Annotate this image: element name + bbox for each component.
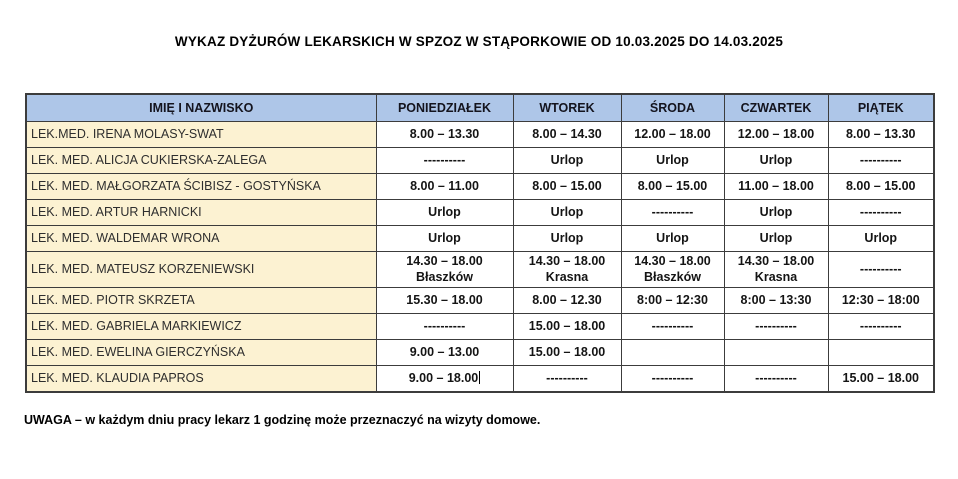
schedule-cell: 15.00 – 18.00 [513, 339, 621, 365]
schedule-cell: 8.00 – 14.30 [513, 122, 621, 148]
column-header-1: PONIEDZIAŁEK [376, 94, 513, 122]
schedule-cell: Urlop [376, 226, 513, 252]
schedule-cell: 15.00 – 18.00 [828, 365, 934, 392]
schedule-cell: 8.00 – 13.30 [376, 122, 513, 148]
table-row [26, 313, 934, 339]
doctor-name-cell: LEK. MED. PIOTR SKRZETA [26, 287, 376, 313]
schedule-cell [828, 339, 934, 365]
schedule-cell: 12:30 – 18:00 [828, 287, 934, 313]
schedule-cell: ---------- [621, 365, 724, 392]
column-header-4: CZWARTEK [724, 94, 828, 122]
schedule-cell: ---------- [376, 313, 513, 339]
schedule-cell: 8.00 – 15.00 [828, 174, 934, 200]
schedule-cell: 14.30 – 18.00 Błaszków [621, 252, 724, 288]
schedule-cell: Urlop [724, 148, 828, 174]
schedule-cell: Urlop [828, 226, 934, 252]
column-header-3: ŚRODA [621, 94, 724, 122]
schedule-cell: 14.30 – 18.00 Krasna [724, 252, 828, 288]
table-row [26, 148, 934, 174]
schedule-cell: ---------- [513, 365, 621, 392]
schedule-cell: Urlop [513, 148, 621, 174]
schedule-cell: ---------- [376, 148, 513, 174]
schedule-cell: 8.00 – 15.00 [621, 174, 724, 200]
schedule-cell [621, 339, 724, 365]
doctor-name-cell: LEK. MED. ARTUR HARNICKI [26, 200, 376, 226]
table-row [26, 122, 934, 148]
schedule-cell: Urlop [376, 200, 513, 226]
schedule-cell: ---------- [828, 200, 934, 226]
schedule-cell: 15.00 – 18.00 [513, 313, 621, 339]
column-header-0: IMIĘ I NAZWISKO [26, 94, 376, 122]
doctor-name-cell: LEK. MED. ALICJA CUKIERSKA-ZALEGA [26, 148, 376, 174]
schedule-cell: ---------- [828, 252, 934, 288]
column-header-5: PIĄTEK [828, 94, 934, 122]
schedule-cell: 8.00 – 12.30 [513, 287, 621, 313]
doctor-name-cell: LEK. MED. WALDEMAR WRONA [26, 226, 376, 252]
schedule-cell: 9.00 – 18.00 [376, 365, 513, 392]
doctor-name-cell: LEK. MED. EWELINA GIERCZYŃSKA [26, 339, 376, 365]
schedule-cell: 8.00 – 15.00 [513, 174, 621, 200]
column-header-2: WTOREK [513, 94, 621, 122]
doctor-name-cell: LEK. MED. KLAUDIA PAPROS [26, 365, 376, 392]
schedule-cell: 8.00 – 13.30 [828, 122, 934, 148]
schedule-cell: Urlop [621, 148, 724, 174]
schedule-cell: Urlop [724, 226, 828, 252]
schedule-cell: ---------- [621, 200, 724, 226]
schedule-cell: ---------- [724, 365, 828, 392]
table-row [26, 287, 934, 313]
doctor-name-cell: LEK. MED. GABRIELA MARKIEWICZ [26, 313, 376, 339]
text-caret [479, 371, 480, 384]
table-row [26, 226, 934, 252]
doctor-name-cell: LEK. MED. MATEUSZ KORZENIEWSKI [26, 252, 376, 288]
schedule-cell: 9.00 – 13.00 [376, 339, 513, 365]
schedule-cell: ---------- [724, 313, 828, 339]
schedule-cell: Urlop [513, 226, 621, 252]
table-row [26, 365, 934, 392]
duty-schedule-table [25, 93, 935, 393]
table-row [26, 339, 934, 365]
schedule-cell [724, 339, 828, 365]
schedule-cell: 12.00 – 18.00 [724, 122, 828, 148]
schedule-cell: 8:00 – 12:30 [621, 287, 724, 313]
schedule-cell: 8.00 – 11.00 [376, 174, 513, 200]
schedule-cell: Urlop [513, 200, 621, 226]
schedule-cell: Urlop [621, 226, 724, 252]
schedule-cell: Urlop [724, 200, 828, 226]
schedule-cell: ---------- [828, 313, 934, 339]
table-header-row [26, 94, 934, 122]
document-title: WYKAZ DYŻURÓW LEKARSKICH W SPZOZ W STĄPORKOWIE OD 10.03.2025 DO 14.03.2025 [174, 34, 784, 49]
schedule-cell: 14.30 – 18.00 Krasna [513, 252, 621, 288]
document-note: UWAGA – w każdym dniu pracy lekarz 1 godzinę może przeznaczyć na wizyty domowe. [24, 413, 541, 427]
schedule-cell: 14.30 – 18.00 Błaszków [376, 252, 513, 288]
doctor-name-cell: LEK. MED. MAŁGORZATA ŚCIBISZ - GOSTYŃSKA [26, 174, 376, 200]
schedule-cell: 11.00 – 18.00 [724, 174, 828, 200]
schedule-cell: ---------- [828, 148, 934, 174]
table-row [26, 200, 934, 226]
schedule-cell: 15.30 – 18.00 [376, 287, 513, 313]
doctor-name-cell: LEK.MED. IRENA MOLASY-SWAT [26, 122, 376, 148]
schedule-cell: ---------- [621, 313, 724, 339]
schedule-cell: 8:00 – 13:30 [724, 287, 828, 313]
table-row [26, 174, 934, 200]
table-row [26, 252, 934, 288]
schedule-cell: 12.00 – 18.00 [621, 122, 724, 148]
